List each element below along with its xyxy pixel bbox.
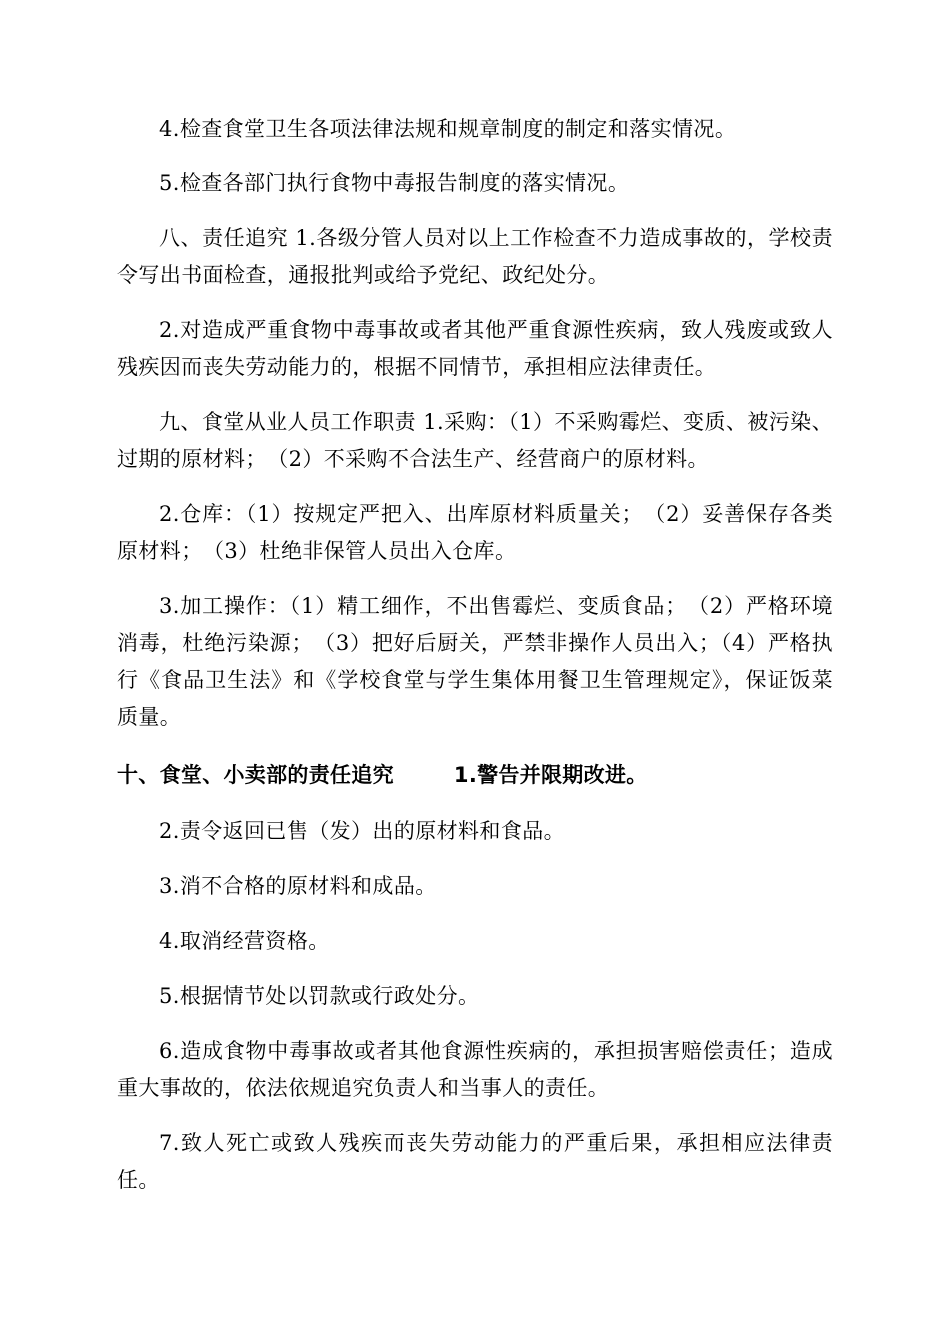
paragraph-4-check-regulations: 4.检查食堂卫生各项法律法规和规章制度的制定和落实情况。 [159,117,737,141]
paragraph-serious-poisoning-liability: 2.对造成严重食物中毒事故或者其他严重食源性疾病，致人残废或致人残疾因而丧失劳动能力的，根据不同情节，承担相应法律责任。 [117,318,833,379]
list-item-legal-liability: 7.致人死亡或致人残疾而丧失劳动能力的严重后果，承担相应法律责任。 [117,1131,833,1192]
section-10-title: 十、食堂、小卖部的责任追究 [117,763,394,787]
paragraph-processing-duties: 3.加工操作：（1）精工细作，不出售霉烂、变质食品； （2）严格环境消毒，杜绝污染源； （3）把好后厨关，严禁非操作人员出入；（4）严格执行《食品卫生法》和《学校食堂与学生集体用餐卫生管理规定》，保证饭菜质量。 [117,594,833,729]
section-10-first-item: 1.警告并限期改进。 [453,763,648,787]
list-item-destroy-unqualified: 3.消不合格的原材料和成品。 [159,874,437,898]
list-item-revoke-license: 4.取消经营资格。 [159,929,330,953]
paragraph-5-check-reporting: 5.检查各部门执行食物中毒报告制度的落实情况。 [159,171,630,195]
list-item-compensation: 6.造成食物中毒事故或者其他食源性疾病的，承担损害赔偿责任；造成重大事故的，依法依规追究负责人和当事人的责任。 [117,1039,833,1100]
paragraph-warehouse-duties: 2.仓库：（1）按规定严把入、出库原材料质量关； （2）妥善保存各类原材料； （3）杜绝非保管人员出入仓库。 [117,502,833,563]
paragraph-section-8-accountability: 八、责任追究 1.各级分管人员对以上工作检查不力造成事故的，学校责令写出书面检查，通报批判或给予党纪、政纪处分。 [117,226,833,287]
paragraph-section-9-staff-duties: 九、食堂从业人员工作职责 1.采购：（1）不采购霉烂、变质、被污染、过期的原材料； （2）不采购不合法生产、经营商户的原材料。 [117,410,833,471]
list-item-fine-or-penalty: 5.根据情节处以罚款或行政处分。 [159,984,480,1008]
list-item-return-goods: 2.责令返回已售（发）出的原材料和食品。 [159,819,566,843]
section-10-heading [117,757,833,794]
